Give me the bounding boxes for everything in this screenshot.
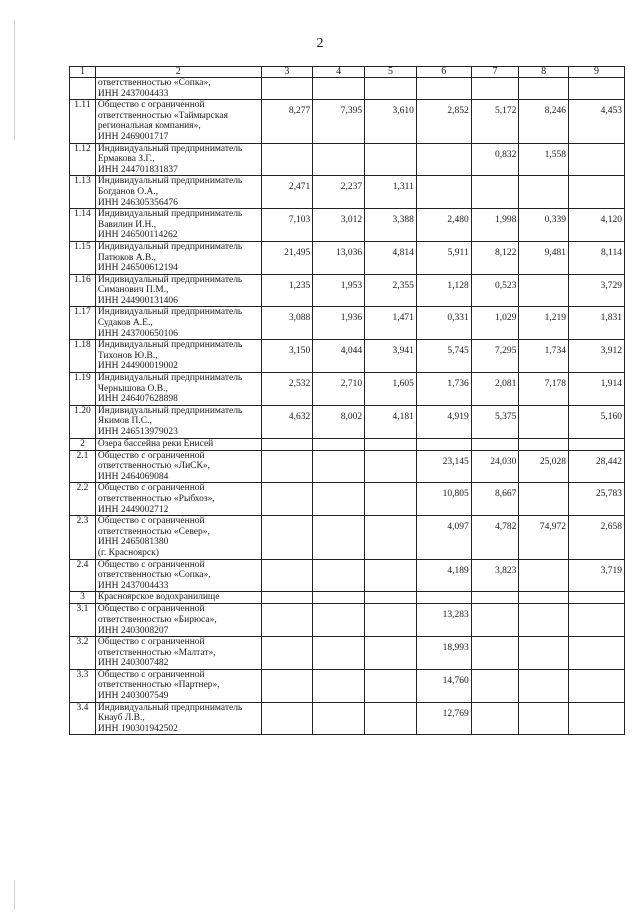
value-cell: 3,388 xyxy=(365,209,417,242)
entity-name-line: ответственностью «ЛиСК», xyxy=(97,461,210,472)
value-cell: 74,972 xyxy=(519,516,569,559)
entity-name-line: Богданов О.А., xyxy=(97,186,159,197)
value-cell: 0,331 xyxy=(416,307,471,340)
row-number: 2.4 xyxy=(70,559,96,592)
table-cell xyxy=(365,592,417,604)
entity-name-line: Индивидуальный предприниматель xyxy=(97,209,243,220)
value-cell xyxy=(261,450,313,483)
entity-name-cell xyxy=(95,340,261,373)
value-cell: 1,936 xyxy=(313,307,365,340)
entity-name-line: региональная компания», xyxy=(97,121,201,132)
value-cell: 4,453 xyxy=(569,100,625,143)
row-number: 1.11 xyxy=(70,100,96,143)
value-cell xyxy=(313,637,365,670)
value-cell xyxy=(313,559,365,592)
value-cell xyxy=(313,78,365,100)
value-cell: 8,246 xyxy=(519,100,569,143)
table-cell xyxy=(261,592,313,604)
entity-name-line: ответственностью «Сопка», xyxy=(97,570,211,581)
value-cell: 0,523 xyxy=(471,274,519,307)
value-cell: 1,311 xyxy=(365,176,417,209)
value-cell: 1,128 xyxy=(416,274,471,307)
entity-name-line: ИНН 2465081380 xyxy=(97,537,169,548)
row-number: 3.1 xyxy=(70,604,96,637)
value-cell: 1,219 xyxy=(519,307,569,340)
value-cell xyxy=(569,176,625,209)
entity-name-line: Общество с ограниченной xyxy=(97,450,205,461)
value-cell: 2,480 xyxy=(416,209,471,242)
table-cell xyxy=(416,438,471,450)
value-cell: 0,339 xyxy=(519,209,569,242)
table-body xyxy=(70,67,625,735)
value-cell: 2,471 xyxy=(261,176,313,209)
entity-name-line: Общество с ограниченной xyxy=(97,637,205,648)
table-cell xyxy=(569,438,625,450)
section-title: Озера бассейна реки Енисей xyxy=(95,438,261,450)
catch-quota-table xyxy=(69,66,625,735)
table-row xyxy=(70,340,625,373)
value-cell: 4,782 xyxy=(471,516,519,559)
entity-name-line: Индивидуальный предприниматель xyxy=(97,702,243,713)
value-cell xyxy=(569,604,625,637)
value-cell: 18,993 xyxy=(416,637,471,670)
entity-name-line: Ермакова З.Г., xyxy=(97,154,155,165)
value-cell: 2,355 xyxy=(365,274,417,307)
value-cell xyxy=(471,702,519,735)
entity-name-cell xyxy=(95,78,261,100)
value-cell xyxy=(519,559,569,592)
section-number: 3 xyxy=(70,592,96,604)
entity-name-line: Общество с ограниченной xyxy=(97,559,205,570)
value-cell: 1,471 xyxy=(365,307,417,340)
entity-name-line: ответственностью «Партнер», xyxy=(97,680,220,691)
section-row xyxy=(70,592,625,604)
table-row xyxy=(70,669,625,702)
value-cell: 2,081 xyxy=(471,373,519,406)
value-cell: 4,044 xyxy=(313,340,365,373)
value-cell xyxy=(365,143,417,176)
value-cell xyxy=(261,669,313,702)
entity-name-line: Индивидуальный предприниматель xyxy=(97,340,243,351)
entity-name-cell xyxy=(95,209,261,242)
entity-name-cell xyxy=(95,100,261,143)
value-cell xyxy=(569,78,625,100)
value-cell: 4,120 xyxy=(569,209,625,242)
table-row xyxy=(70,274,625,307)
value-cell: 4,919 xyxy=(416,405,471,438)
entity-name-line: ИНН 244701831837 xyxy=(97,164,178,175)
value-cell xyxy=(519,702,569,735)
column-header: 6 xyxy=(416,67,471,78)
row-number: 2.3 xyxy=(70,516,96,559)
value-cell xyxy=(261,78,313,100)
entity-name-line: Общество с ограниченной xyxy=(97,669,205,680)
value-cell xyxy=(313,702,365,735)
table-row xyxy=(70,78,625,100)
value-cell: 1,734 xyxy=(519,340,569,373)
entity-name-line: ответственностью «Бирюса», xyxy=(97,614,217,625)
value-cell xyxy=(365,669,417,702)
entity-name-line: ИНН 2469001717 xyxy=(97,131,169,142)
table-row xyxy=(70,209,625,242)
entity-name-line: ИНН 243700650106 xyxy=(97,328,178,339)
entity-name-line: Общество с ограниченной xyxy=(97,604,205,615)
value-cell xyxy=(365,450,417,483)
value-cell xyxy=(519,405,569,438)
table-row xyxy=(70,143,625,176)
value-cell: 8,122 xyxy=(471,241,519,274)
table-cell xyxy=(471,438,519,450)
value-cell xyxy=(313,143,365,176)
entity-name-cell xyxy=(95,274,261,307)
value-cell: 14,760 xyxy=(416,669,471,702)
value-cell xyxy=(313,604,365,637)
entity-name-line: ИНН 246305356476 xyxy=(97,197,178,208)
value-cell xyxy=(261,143,313,176)
table-cell xyxy=(569,592,625,604)
row-number: 1.17 xyxy=(70,307,96,340)
column-header: 1 xyxy=(70,67,96,78)
value-cell: 7,178 xyxy=(519,373,569,406)
value-cell: 25,783 xyxy=(569,483,625,516)
value-cell: 7,103 xyxy=(261,209,313,242)
value-cell xyxy=(471,78,519,100)
value-cell: 5,160 xyxy=(569,405,625,438)
row-number: 2.2 xyxy=(70,483,96,516)
row-number: 1.20 xyxy=(70,405,96,438)
table-row xyxy=(70,241,625,274)
row-number: 2.1 xyxy=(70,450,96,483)
table-row xyxy=(70,516,625,559)
value-cell xyxy=(261,702,313,735)
value-cell xyxy=(416,143,471,176)
entity-name-line: ИНН 2449002712 xyxy=(97,504,169,515)
value-cell: 8,277 xyxy=(261,100,313,143)
value-cell: 0,832 xyxy=(471,143,519,176)
entity-name-line: Общество с ограниченной xyxy=(97,100,205,111)
section-row xyxy=(70,438,625,450)
entity-name-line: ИНН 2437004433 xyxy=(97,580,169,591)
entity-name-cell xyxy=(95,176,261,209)
value-cell xyxy=(313,669,365,702)
entity-name-cell xyxy=(95,143,261,176)
table-row xyxy=(70,307,625,340)
value-cell: 8,667 xyxy=(471,483,519,516)
entity-name-cell xyxy=(95,307,261,340)
value-cell: 3,729 xyxy=(569,274,625,307)
entity-name-line: Общество с ограниченной xyxy=(97,516,205,527)
value-cell: 4,097 xyxy=(416,516,471,559)
value-cell: 3,912 xyxy=(569,340,625,373)
value-cell: 1,953 xyxy=(313,274,365,307)
value-cell: 12,769 xyxy=(416,702,471,735)
entity-name-line: ИНН 244900131406 xyxy=(97,295,178,306)
value-cell: 3,088 xyxy=(261,307,313,340)
value-cell: 5,375 xyxy=(471,405,519,438)
entity-name-cell xyxy=(95,450,261,483)
value-cell: 1,914 xyxy=(569,373,625,406)
entity-name-line: ответственностью «Таймырская xyxy=(97,110,228,121)
table-row xyxy=(70,176,625,209)
entity-name-line: ИНН 246500612194 xyxy=(97,263,178,274)
table-cell xyxy=(416,592,471,604)
value-cell: 4,181 xyxy=(365,405,417,438)
entity-name-line: ответственностью «Север», xyxy=(97,526,210,537)
value-cell: 2,532 xyxy=(261,373,313,406)
entity-name-line: ИНН 246500114262 xyxy=(97,230,178,241)
value-cell: 1,998 xyxy=(471,209,519,242)
scan-edge-mark xyxy=(14,20,15,140)
value-cell: 5,911 xyxy=(416,241,471,274)
entity-name-line: ИНН 246513979023 xyxy=(97,427,178,437)
value-cell xyxy=(261,483,313,516)
value-cell xyxy=(365,604,417,637)
entity-name-cell xyxy=(95,373,261,406)
value-cell xyxy=(261,516,313,559)
value-cell xyxy=(313,450,365,483)
entity-name-line: ИНН 2403008207 xyxy=(97,625,169,636)
value-cell xyxy=(471,637,519,670)
entity-name-line: Индивидуальный предприниматель xyxy=(97,143,243,154)
entity-name-line: Индивидуальный предприниматель xyxy=(97,405,243,416)
entity-name-cell xyxy=(95,702,261,735)
value-cell: 2,658 xyxy=(569,516,625,559)
entity-name-line: ответственностью «Рыбхоз», xyxy=(97,493,215,504)
entity-name-cell xyxy=(95,604,261,637)
entity-name-cell xyxy=(95,516,261,559)
table-cell xyxy=(313,438,365,450)
row-number: 1.14 xyxy=(70,209,96,242)
value-cell xyxy=(471,604,519,637)
value-cell: 3,150 xyxy=(261,340,313,373)
value-cell xyxy=(569,143,625,176)
value-cell: 7,295 xyxy=(471,340,519,373)
entity-name-line: Индивидуальный предприниматель xyxy=(97,274,243,285)
value-cell xyxy=(365,516,417,559)
value-cell xyxy=(365,78,417,100)
value-cell xyxy=(365,637,417,670)
value-cell: 1,831 xyxy=(569,307,625,340)
value-cell: 4,189 xyxy=(416,559,471,592)
row-number: 1.13 xyxy=(70,176,96,209)
column-header: 8 xyxy=(519,67,569,78)
entity-name-line: Индивидуальный предприниматель xyxy=(97,176,243,187)
value-cell: 3,012 xyxy=(313,209,365,242)
value-cell: 25,028 xyxy=(519,450,569,483)
table-row xyxy=(70,637,625,670)
row-number xyxy=(70,78,96,100)
value-cell: 8,002 xyxy=(313,405,365,438)
entity-name-line: Патюков А.В., xyxy=(97,252,157,263)
entity-name-line: Общество с ограниченной xyxy=(97,483,205,494)
entity-name-line: (г. Красноярск) xyxy=(97,547,159,558)
value-cell: 2,237 xyxy=(313,176,365,209)
entity-name-line: ИНН 2403007549 xyxy=(97,691,169,702)
entity-name-line: Индивидуальный предприниматель xyxy=(97,241,243,252)
page-number: 2 xyxy=(316,36,324,51)
table-cell xyxy=(261,438,313,450)
table-header-row xyxy=(70,67,625,78)
entity-name-cell xyxy=(95,405,261,438)
table-cell xyxy=(519,592,569,604)
value-cell: 3,823 xyxy=(471,559,519,592)
value-cell xyxy=(313,483,365,516)
entity-name-line: Якимов П.С., xyxy=(97,416,152,427)
entity-name-line: ИНН 2403007482 xyxy=(97,658,169,669)
value-cell xyxy=(519,274,569,307)
column-header: 3 xyxy=(261,67,313,78)
entity-name-line: Индивидуальный предприниматель xyxy=(97,307,243,318)
table-row xyxy=(70,373,625,406)
value-cell xyxy=(261,604,313,637)
value-cell xyxy=(365,559,417,592)
value-cell xyxy=(519,78,569,100)
entity-name-cell xyxy=(95,669,261,702)
value-cell: 28,442 xyxy=(569,450,625,483)
entity-name-line: Судаков А.Е., xyxy=(97,318,153,329)
table-row xyxy=(70,702,625,735)
column-header: 9 xyxy=(569,67,625,78)
column-header: 7 xyxy=(471,67,519,78)
row-number: 1.12 xyxy=(70,143,96,176)
value-cell: 1,029 xyxy=(471,307,519,340)
value-cell: 3,941 xyxy=(365,340,417,373)
value-cell xyxy=(519,604,569,637)
entity-name-line: Индивидуальный предприниматель xyxy=(97,373,243,384)
table-row xyxy=(70,604,625,637)
entity-name-line: ИНН 190301942502 xyxy=(97,723,178,734)
value-cell xyxy=(416,78,471,100)
value-cell: 23,145 xyxy=(416,450,471,483)
entity-name-line: Вавилин И.Н., xyxy=(97,219,157,230)
entity-name-cell xyxy=(95,483,261,516)
value-cell: 8,114 xyxy=(569,241,625,274)
row-number: 3.2 xyxy=(70,637,96,670)
entity-name-line: Симанович П.М., xyxy=(97,285,169,296)
value-cell xyxy=(569,669,625,702)
value-cell: 10,805 xyxy=(416,483,471,516)
value-cell: 1,605 xyxy=(365,373,417,406)
value-cell: 4,632 xyxy=(261,405,313,438)
value-cell xyxy=(261,559,313,592)
row-number: 3.3 xyxy=(70,669,96,702)
value-cell xyxy=(519,637,569,670)
entity-name-line: Кнауб Л.В., xyxy=(97,713,145,724)
entity-name-cell xyxy=(95,241,261,274)
value-cell: 2,710 xyxy=(313,373,365,406)
table-row xyxy=(70,450,625,483)
value-cell: 1,558 xyxy=(519,143,569,176)
value-cell xyxy=(519,176,569,209)
value-cell: 4,814 xyxy=(365,241,417,274)
table-cell xyxy=(365,438,417,450)
value-cell xyxy=(519,483,569,516)
value-cell xyxy=(313,516,365,559)
entity-name-cell xyxy=(95,559,261,592)
value-cell: 3,610 xyxy=(365,100,417,143)
value-cell xyxy=(471,669,519,702)
row-number: 1.18 xyxy=(70,340,96,373)
column-header: 2 xyxy=(95,67,261,78)
value-cell: 13,036 xyxy=(313,241,365,274)
value-cell: 7,395 xyxy=(313,100,365,143)
entity-name-line: ответственностью «Малтат», xyxy=(97,647,216,658)
row-number: 3.4 xyxy=(70,702,96,735)
value-cell: 5,745 xyxy=(416,340,471,373)
entity-name-line: ИНН 2464069084 xyxy=(97,471,169,482)
value-cell xyxy=(569,702,625,735)
row-number: 1.15 xyxy=(70,241,96,274)
table-row xyxy=(70,483,625,516)
table-row xyxy=(70,100,625,143)
entity-name-line: Чернышова О.В., xyxy=(97,383,168,394)
value-cell: 9,481 xyxy=(519,241,569,274)
table-cell xyxy=(471,592,519,604)
entity-name-line: ИНН 244900019002 xyxy=(97,361,178,372)
value-cell xyxy=(365,702,417,735)
entity-name-line: Тихонов Ю.В., xyxy=(97,350,158,361)
value-cell: 3,719 xyxy=(569,559,625,592)
value-cell: 24,030 xyxy=(471,450,519,483)
value-cell: 2,852 xyxy=(416,100,471,143)
value-cell xyxy=(261,637,313,670)
value-cell: 1,736 xyxy=(416,373,471,406)
scan-edge-mark xyxy=(14,880,15,910)
column-header: 5 xyxy=(365,67,417,78)
value-cell xyxy=(416,176,471,209)
value-cell: 13,283 xyxy=(416,604,471,637)
entity-name-line: ИНН 246407628898 xyxy=(97,394,178,405)
entity-name-line: ответственностью «Сопка», xyxy=(97,78,211,88)
value-cell xyxy=(365,483,417,516)
section-number: 2 xyxy=(70,438,96,450)
table-cell xyxy=(313,592,365,604)
entity-name-cell xyxy=(95,637,261,670)
value-cell xyxy=(519,669,569,702)
value-cell: 5,172 xyxy=(471,100,519,143)
value-cell xyxy=(569,637,625,670)
table-row xyxy=(70,405,625,438)
value-cell xyxy=(471,176,519,209)
entity-name-line: ИНН 2437004433 xyxy=(97,88,169,99)
table-cell xyxy=(519,438,569,450)
column-header: 4 xyxy=(313,67,365,78)
table-row xyxy=(70,559,625,592)
row-number: 1.19 xyxy=(70,373,96,406)
row-number: 1.16 xyxy=(70,274,96,307)
value-cell: 21,495 xyxy=(261,241,313,274)
value-cell: 1,235 xyxy=(261,274,313,307)
section-title: Красноярское водохранилище xyxy=(95,592,261,604)
